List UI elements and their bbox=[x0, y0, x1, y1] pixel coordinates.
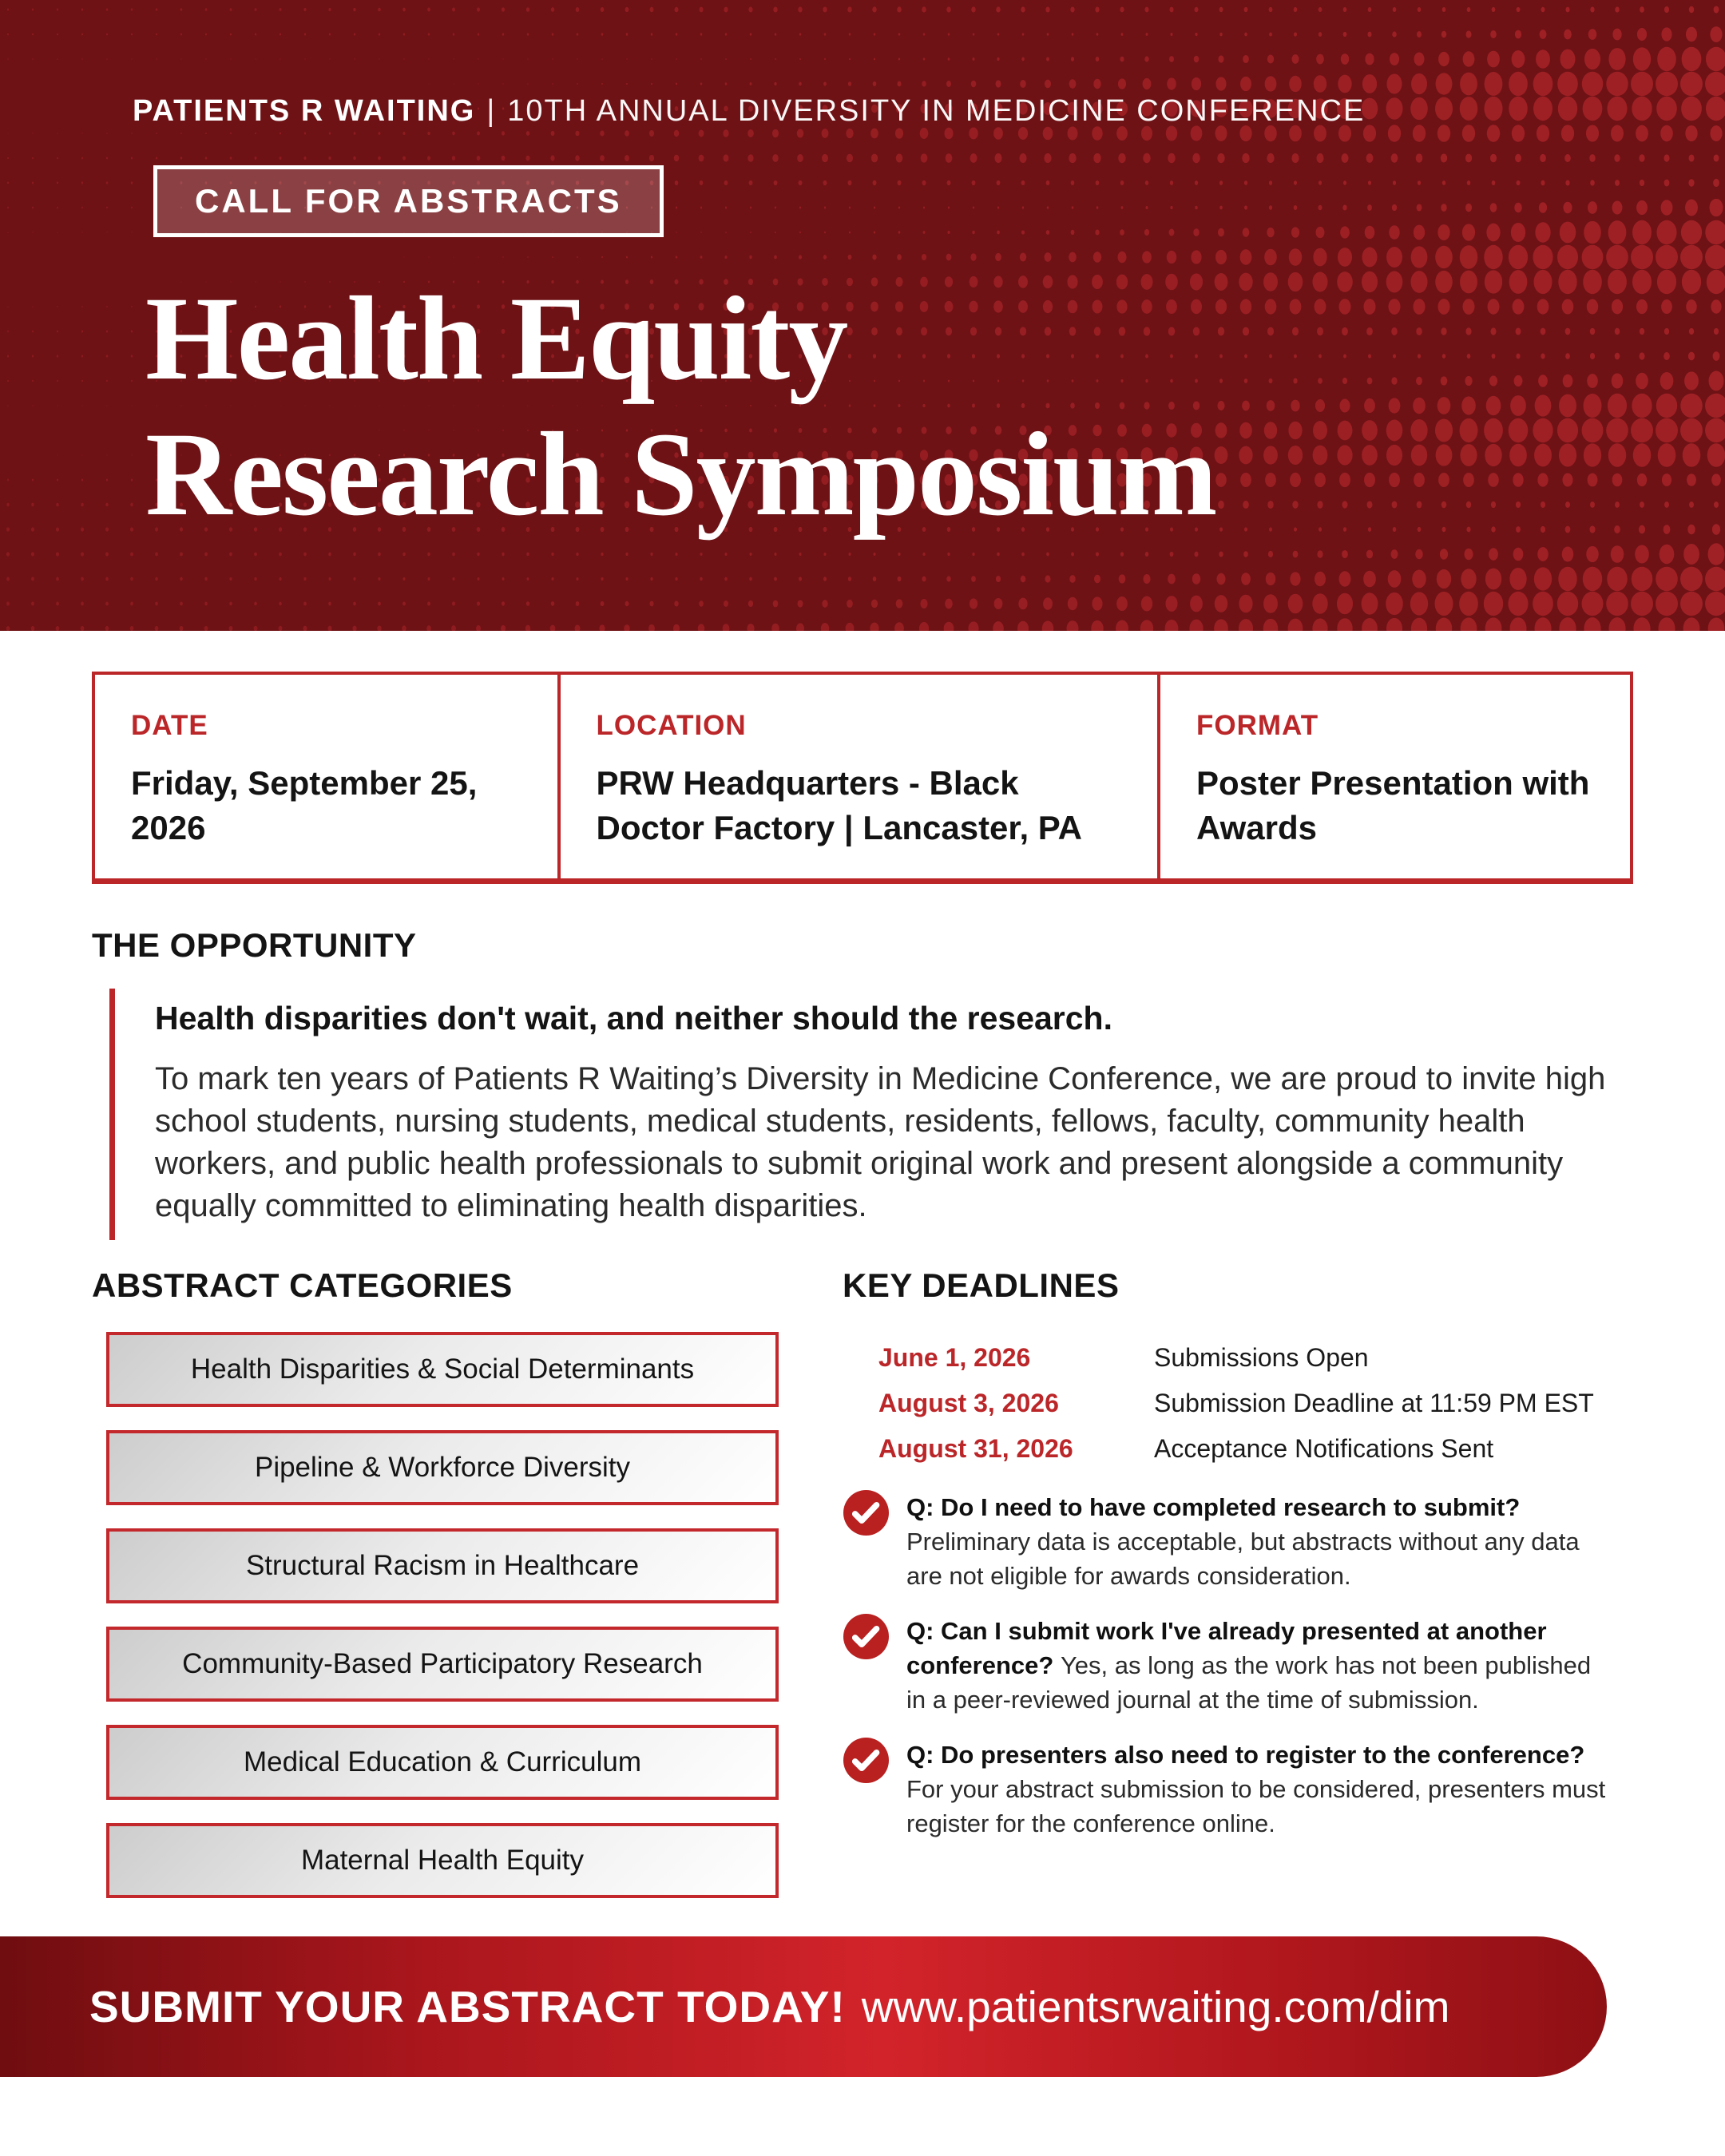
faq-item bbox=[843, 1738, 1714, 1841]
faq-question: Q: Can I submit work I've already presented at another conference? bbox=[906, 1617, 1547, 1679]
faq-text bbox=[906, 1738, 1609, 1841]
category-list bbox=[106, 1332, 779, 1921]
category-item: Medical Education & Curriculum bbox=[106, 1725, 779, 1800]
call-for-abstracts-badge bbox=[153, 165, 664, 237]
byline-divider: | bbox=[486, 94, 497, 128]
cta-label: SUBMIT YOUR ABSTRACT TODAY! bbox=[89, 1982, 846, 2031]
cta-url-link[interactable]: www.patientsrwaiting.com/dim bbox=[861, 1982, 1450, 2031]
info-cell-format bbox=[1157, 675, 1630, 878]
faq-question: Q: Do presenters also need to register to the conference? bbox=[906, 1741, 1585, 1769]
organization-name: PATIENTS R WAITING bbox=[133, 94, 476, 128]
title-line-2: Research Symposium bbox=[145, 407, 1216, 541]
faq-answer: Yes, as long as the work has not been published in a peer-reviewed journal at the time of submission. bbox=[906, 1651, 1592, 1714]
deadline-row bbox=[878, 1335, 1594, 1381]
categories-heading: ABSTRACT CATEGORIES bbox=[92, 1266, 513, 1304]
opportunity-heading: THE OPPORTUNITY bbox=[92, 926, 417, 964]
hero-banner bbox=[0, 0, 1725, 631]
date-value: Friday, September 25, 2026 bbox=[131, 764, 478, 846]
conference-byline bbox=[133, 94, 1365, 129]
category-item: Health Disparities & Social Determinants bbox=[106, 1332, 779, 1407]
faq-item bbox=[843, 1490, 1714, 1593]
category-item: Community-Based Participatory Research bbox=[106, 1627, 779, 1702]
location-label: LOCATION bbox=[596, 710, 747, 741]
deadline-row bbox=[878, 1426, 1594, 1472]
page-title bbox=[145, 271, 1215, 542]
submit-cta-bar bbox=[0, 1936, 1607, 2077]
format-value: Poster Presentation with Awards bbox=[1196, 764, 1590, 846]
check-icon bbox=[843, 1738, 889, 1783]
category-item: Pipeline & Workforce Diversity bbox=[106, 1430, 779, 1505]
check-icon bbox=[843, 1490, 889, 1536]
deadline-date: August 3, 2026 bbox=[878, 1389, 1059, 1417]
faq-text bbox=[906, 1614, 1609, 1717]
faq-item bbox=[843, 1614, 1714, 1717]
info-cell-date bbox=[95, 675, 557, 878]
deadlines-heading: KEY DEADLINES bbox=[843, 1266, 1120, 1304]
title-line-1: Health Equity bbox=[145, 272, 847, 405]
opportunity-lead: Health disparities don't wait, and neither should the research. bbox=[155, 1000, 1112, 1036]
opportunity-block bbox=[109, 989, 1608, 1240]
event-info-strip bbox=[92, 672, 1633, 884]
faq-list bbox=[843, 1490, 1714, 1861]
deadline-row bbox=[878, 1381, 1594, 1426]
conference-name: 10TH ANNUAL DIVERSITY IN MEDICINE CONFERENCE bbox=[507, 94, 1366, 128]
badge-label: CALL FOR ABSTRACTS bbox=[195, 182, 622, 220]
deadline-date: June 1, 2026 bbox=[878, 1343, 1031, 1372]
deadline-list bbox=[878, 1335, 1594, 1472]
info-cell-location bbox=[557, 675, 1158, 878]
category-item: Structural Racism in Healthcare bbox=[106, 1528, 779, 1603]
deadline-event: Submission Deadline at 11:59 PM EST bbox=[1154, 1389, 1594, 1417]
check-icon bbox=[843, 1614, 889, 1659]
faq-answer: For your abstract submission to be considered, presenters must register for the conference online. bbox=[906, 1775, 1606, 1837]
faq-question: Q: Do I need to have completed research to submit? bbox=[906, 1493, 1521, 1521]
opportunity-body: To mark ten years of Patients R Waiting’s Diversity in Medicine Conference, we are proud to invite high school students, nursing students, medical students, residents, fellows, faculty, community health workers, and public health professionals to submit original work and present alongside a community equally committed to eliminating health disparities. bbox=[155, 1061, 1606, 1223]
date-label: DATE bbox=[131, 710, 208, 741]
faq-answer: Preliminary data is acceptable, but abstracts without any data are not eligible for awards consideration. bbox=[906, 1528, 1580, 1590]
location-value: PRW Headquarters - Black Doctor Factory | Lancaster, PA bbox=[596, 764, 1083, 846]
deadline-date: August 31, 2026 bbox=[878, 1434, 1073, 1463]
format-label: FORMAT bbox=[1196, 710, 1319, 741]
category-item: Maternal Health Equity bbox=[106, 1823, 779, 1898]
deadline-event: Submissions Open bbox=[1154, 1343, 1369, 1372]
faq-text bbox=[906, 1490, 1609, 1593]
deadline-event: Acceptance Notifications Sent bbox=[1154, 1434, 1494, 1463]
